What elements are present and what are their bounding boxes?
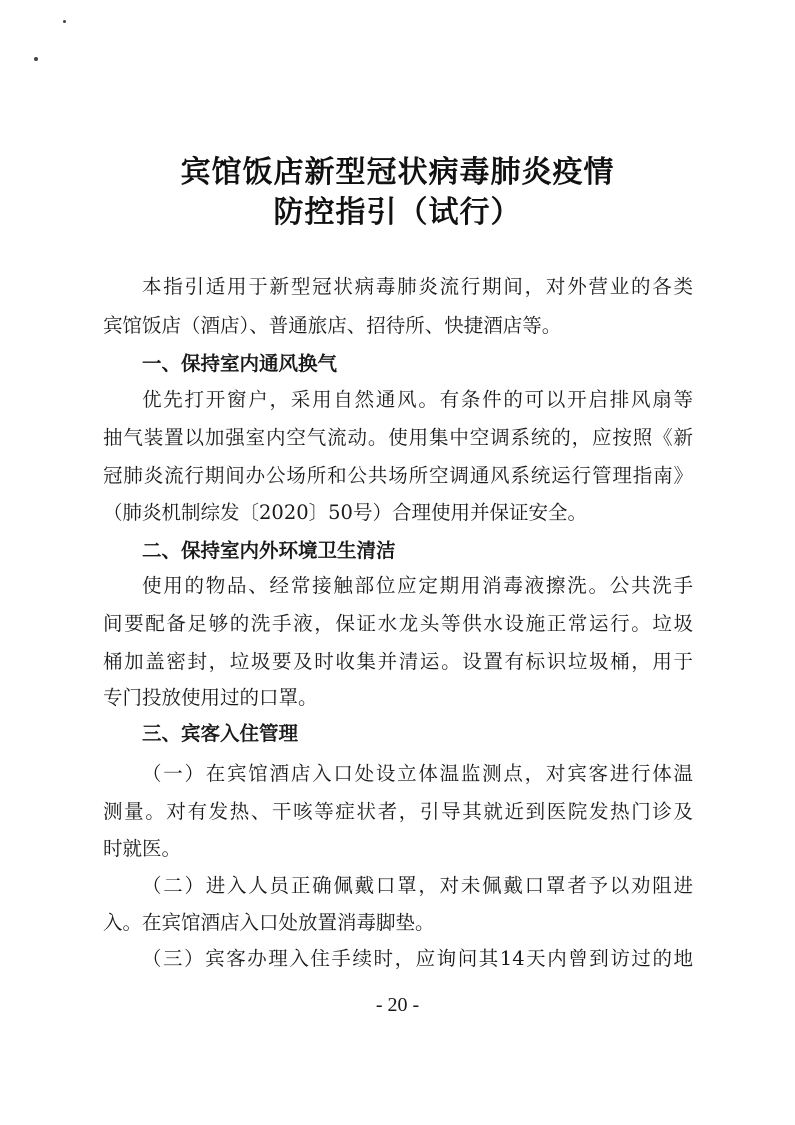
paragraph-line: 测量。对有发热、干咳等症状者，引导其就近到医院发热门诊及 bbox=[103, 800, 693, 823]
paragraph-line: 时就医。 bbox=[103, 837, 182, 860]
section-heading-1: 一、保持室内通风换气 bbox=[142, 352, 338, 375]
paragraph-line: （肺炎机制综发〔2020〕50号）合理使用并保证安全。 bbox=[103, 501, 587, 524]
section-heading-3: 三、宾客入住管理 bbox=[142, 722, 299, 745]
paragraph-line: 冠肺炎流行期间办公场所和公共场所空调通风系统运行管理指南》 bbox=[103, 464, 693, 487]
paragraph-line: 使用的物品、经常接触部位应定期用消毒液擦洗。公共洗手 bbox=[142, 574, 693, 597]
paragraph-line: 宾馆饭店（酒店）、普通旅店、招待所、快捷酒店等。 bbox=[103, 314, 562, 337]
paragraph-line: （二）进入人员正确佩戴口罩，对未佩戴口罩者予以劝阻进 bbox=[142, 874, 693, 897]
paragraph-line: 抽气装置以加强室内空气流动。使用集中空调系统的，应按照《新 bbox=[103, 426, 693, 449]
scan-speck bbox=[63, 20, 66, 23]
paragraph-line: 间要配备足够的洗手液，保证水龙头等供水设施正常运行。垃圾 bbox=[103, 612, 693, 635]
page-number: - 20 - bbox=[375, 994, 420, 1016]
document-title-line-1: 宾馆饭店新型冠状病毒肺炎疫情 bbox=[180, 155, 615, 190]
paragraph-line: 专门投放使用过的口罩。 bbox=[103, 686, 318, 709]
paragraph-line: 桶加盖密封，垃圾要及时收集并清运。设置有标识垃圾桶，用于 bbox=[103, 650, 693, 673]
paragraph-line: （三）宾客办理入住手续时，应询问其14天内曾到访过的地 bbox=[142, 947, 693, 970]
paragraph-line: 本指引适用于新型冠状病毒肺炎流行期间，对外营业的各类 bbox=[142, 275, 693, 298]
paragraph-line: 优先打开窗户，采用自然通风。有条件的可以开启排风扇等 bbox=[142, 388, 693, 411]
section-heading-2: 二、保持室内外环境卫生清洁 bbox=[142, 539, 396, 562]
paragraph-line: 入。在宾馆酒店入口处放置消毒脚垫。 bbox=[103, 911, 435, 934]
paragraph-line: （一）在宾馆酒店入口处设立体温监测点，对宾客进行体温 bbox=[142, 762, 693, 785]
scan-speck bbox=[34, 57, 38, 61]
document-title-line-2: 防控指引（试行） bbox=[273, 195, 522, 230]
